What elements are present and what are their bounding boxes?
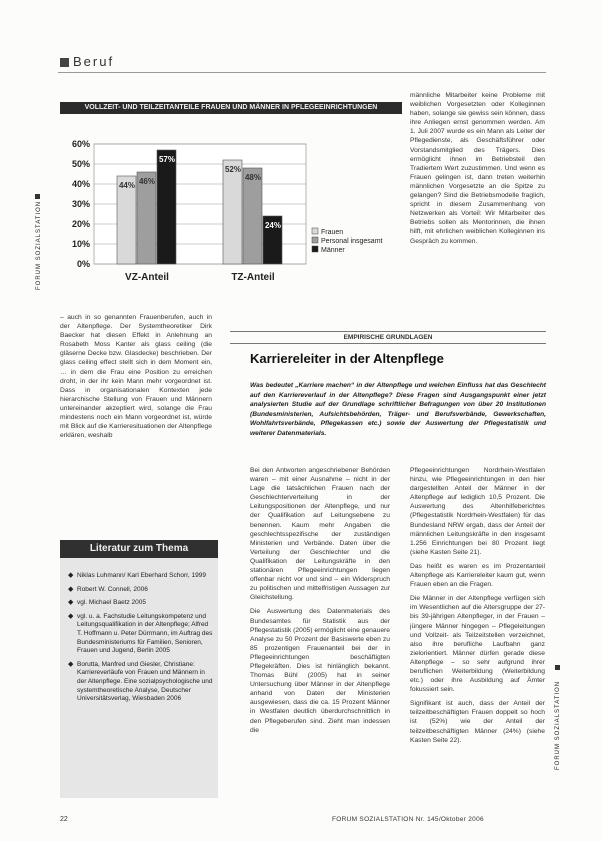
literature-item: ◆ vgl. u. a. Fachstudie Leitungskompetenz und Leitungsqualifikation in der Altenpflege; Alfred T. Hoffmann u. Peter Dürrmann, im Auftrag des Bundesministeriums für Familien, Senioren, Frauen und Jugend, Berlin 2005 [68, 612, 213, 655]
paragraph: Bei den Antworten angeschriebener Behörden waren – mit einer Ausnahme – nicht in der Lage die tatsächlichen Frauen nach der Geschlechterverteilung in der Leitungspositionen der Altenpflege, und nur der Qualifikation auf Leitungsebene zu benennen. Kaum mehr Angaben die geschlechtsspezifische der zuständigen Ministerien und Verbände. Daten über die Verteilung der Geschlechter und die Qualifikation der Leitungskräfte in den stationären Pflegeeinrichtungen liegen offenbar nicht vor und sind – ein Widerspruch zu politischen und mittelfristigen Aussagen zur Gleichstellung. [250, 467, 390, 602]
legend-swatch [312, 237, 318, 243]
article-column-b [410, 466, 545, 750]
section-label: EMPIRISCHE GRUNDLAGEN [343, 334, 433, 341]
article-title: Karriereleiter in der Altenpflege [250, 351, 444, 366]
sidebar-marker-icon [35, 194, 40, 199]
bar-chart [60, 116, 402, 296]
paragraph: Die Auswertung des Datenmaterials des Bundesamtes für Statistik aus der Pflegestatistik (2005) ermöglicht eine genauere Analyse zu 50 Prozent der Basiswerte eben zu 85 prozentigen Frauenanteil bei der in Pflegeeinrichtungen beschäftigten Pflegekräften. Dies ist hinlänglich bekannt. Thomas Bühl (2005) hat in seiner Untersuchung über Männer in der Altenpflege anhand von Daten der Ministerien ausgewiesen, dass die ca. 15 Prozent Männer in Westfalen deutlich überdurchschnittlich in den Pflegeberufen sind. Zieht man indessen die [250, 608, 390, 734]
bullet-icon: ◆ [68, 585, 74, 593]
literature-item: ◆ vgl. Michael Baetz 2005 [68, 599, 147, 607]
data-label: 48% [244, 173, 262, 182]
y-tick-label: 30% [71, 199, 90, 209]
literature-item: ◆ Robert W. Connell, 2006 [68, 585, 148, 593]
body-text-left: – auch in so genannten Frauenberufen, auch in der Altenpflege. Der Systemtheoretiker Dirk Baecker hat diesen Effekt in Anlehnung an Rosabeth Moss Kanter als glass ceiling (die gläserne Decke bzw. Glasdecke) beschrieben. Der glass ceiling effect stellt sich in dem Moment ein, … in dem die Frau eine Position zu erreichen droht, in der ihr kein Mann mehr vorgeordnet ist. Dass in organisationalen Kontexten jede hierarchische Stellung von Frauen und Männern untereinander akzeptiert wird, solange die Frau mindestens noch ein Mann vorgeordnet ist, würde mit Blick auf die Karrieresituationen der Altenpflege erklären, weshalb [60, 314, 212, 440]
x-category-label: TZ-Anteil [231, 272, 275, 283]
data-label: 46% [138, 177, 156, 186]
bar [243, 168, 262, 264]
data-label: 44% [118, 181, 136, 190]
bullet-icon: ◆ [68, 572, 74, 579]
legend-swatch [312, 246, 318, 252]
header-divider [58, 72, 546, 73]
body-text-right-top: männliche Mitarbeiter keine Probleme mit weiblichen Vorgesetzten oder Kolleginnen haben, solange sie gewiss sein können, dass ihre Anliegen ernst genommen werden. Am 1. Juli 2007 wurde es ein Mann als Leiter der Pflegedienste, als Geschäftsführer oder Vorstandsmitglied des Trägers. Dies ermöglicht ihnen im Betriebsteil den Tradiertem Wert zuzustimmen. Und wenn es Frauen gelingen ist, dann treten weiterhin männlichen Vorgesetzte an die Spitze zu gelangen? Sind die Betriebsmodelle fraglich, spricht in diesem Zusammenhang von Netzwerken als Vorteil: Wir Mitarbeiter des Betriebs sollen als Mentorinnen, die ihnen hilft, mit ehrlichen weiblichen Kolleginnen ins Gespräch zu kommen. [410, 92, 545, 245]
literature-list [68, 572, 214, 709]
paragraph: Pflegeeinrichtungen Nordrhein-Westfalen hinzu, wie Pflegeeinrichtungen in den hier dargestellten Anteil der Männer in der Altenpflege auf lediglich 10,5 Prozent. Die Auswertung des Altenhilfeberichtes (Pflegestatistik Nordrhein-Westfalen) für das Bundesland NRW ergab, dass der Anteil der männlichen Leitungskräfte in den insgesamt 1.256 Einrichtungen bei 80 Prozent liegt (siehe Kasten Seite 21). [410, 467, 545, 556]
paragraph: Signifikant ist auch, dass der Anteil der teilzeitbeschäftigten Frauen doppelt so hoch ist (52%) wie der Anteil der teilzeitbeschäftigten Männer (24%) (siehe Kasten Seite 22). [410, 700, 545, 744]
literature-item: ◆ Niklas Luhmann/ Karl Eberhard Schorr, 1999 [68, 572, 206, 579]
legend-swatch [312, 228, 318, 234]
y-tick-label: 0% [76, 259, 90, 269]
sidebar-label-top: FORUM SOZIALSTATION [36, 200, 42, 290]
bar [223, 160, 242, 264]
y-tick-label: 60% [71, 139, 90, 149]
bar [157, 150, 176, 264]
y-tick-label: 10% [71, 239, 90, 249]
page-number: 22 [60, 816, 68, 823]
y-tick-label: 20% [71, 219, 90, 229]
sidebar-marker-icon [555, 665, 560, 670]
data-label: 52% [224, 165, 242, 174]
y-tick-label: 40% [71, 179, 90, 189]
data-label: 57% [158, 155, 176, 164]
section-rule-top [230, 331, 546, 332]
article-column-a [250, 466, 390, 740]
bullet-icon: ◆ [68, 599, 74, 607]
legend-label: Frauen [321, 229, 344, 236]
bullet-icon: ◆ [68, 660, 74, 668]
x-category-label: VZ-Anteil [125, 272, 169, 283]
data-label: 24% [264, 221, 282, 230]
literature-heading: Literatur zum Thema [60, 540, 218, 558]
section-header: Beruf [73, 54, 115, 69]
section-rule-bottom [230, 343, 546, 344]
literature-item: ◆ Borutta, Manfred und Giesler, Christiane: Karriereverläufe von Frauen und Männern in der Altenpflege. Eine sozialpsychologische und systemtheoretische Analyse, Deutscher Universitätsverlag, Wiesbaden 2006 [68, 660, 213, 703]
bullet-icon: ◆ [68, 612, 74, 620]
footer-source: FORUM SOZIALSTATION Nr. 145/Oktober 2006 [332, 816, 484, 823]
article-lead: Was bedeutet „Karriere machen“ in der Altenpflege und welchen Einfluss hat das Geschlecht auf den Karriereverlauf in der Altenpflege? Diese Fragen sind Ausgangspunkt einer jetzt analysierten Studie auf der Grundlage schriftlicher Befragungen von über 20 Institutionen (Bundesministerien, Aufsichtsbehörden, Träger- und Berufsverbände, Gewerkschaften, Wohlfahrtsverbände, Pflegekassen etc.) sowie der Auswertung der Pflegestatistik und weiterer Datenmaterials. [250, 382, 546, 437]
legend-label: Männer [321, 247, 345, 254]
chart-title: VOLLZEIT- UND TEILZEITANTEILE FRAUEN UND MÄNNER IN PFLEGEEINRICHTUNGEN [60, 102, 402, 114]
paragraph: Die Männer in der Altenpflege verfügen sich im Wesentlichen auf die Altersgruppe der 27- bis 39-jährigen Altenpfleger, in der Frauen – jüngere Männer hingegen – Pflegeleitungen und Vollzeit- als Teilzeitstellen verzeichnet, also ihre berufliche Laufbahn ganz zielorientiert. Männer dürfen gerade diese Altenpflege – so sehr aufgrund ihrer beruflichen Weiterbildung (Weiterbildung etc.) oder ihre Ausbildung auf Ämter fokussiert sein. [410, 595, 545, 694]
y-tick-label: 50% [71, 159, 90, 169]
section-marker-icon [60, 58, 69, 67]
paragraph: Das heißt es waren es im Prozentanteil Altenpflege als Karriereleiter kaum gut, wenn Frauen eben an die Fragen. [410, 562, 545, 589]
sidebar-label-bottom: FORUM SOZIALSTATION [555, 680, 561, 770]
legend-label: Personal insgesamt [321, 238, 383, 245]
